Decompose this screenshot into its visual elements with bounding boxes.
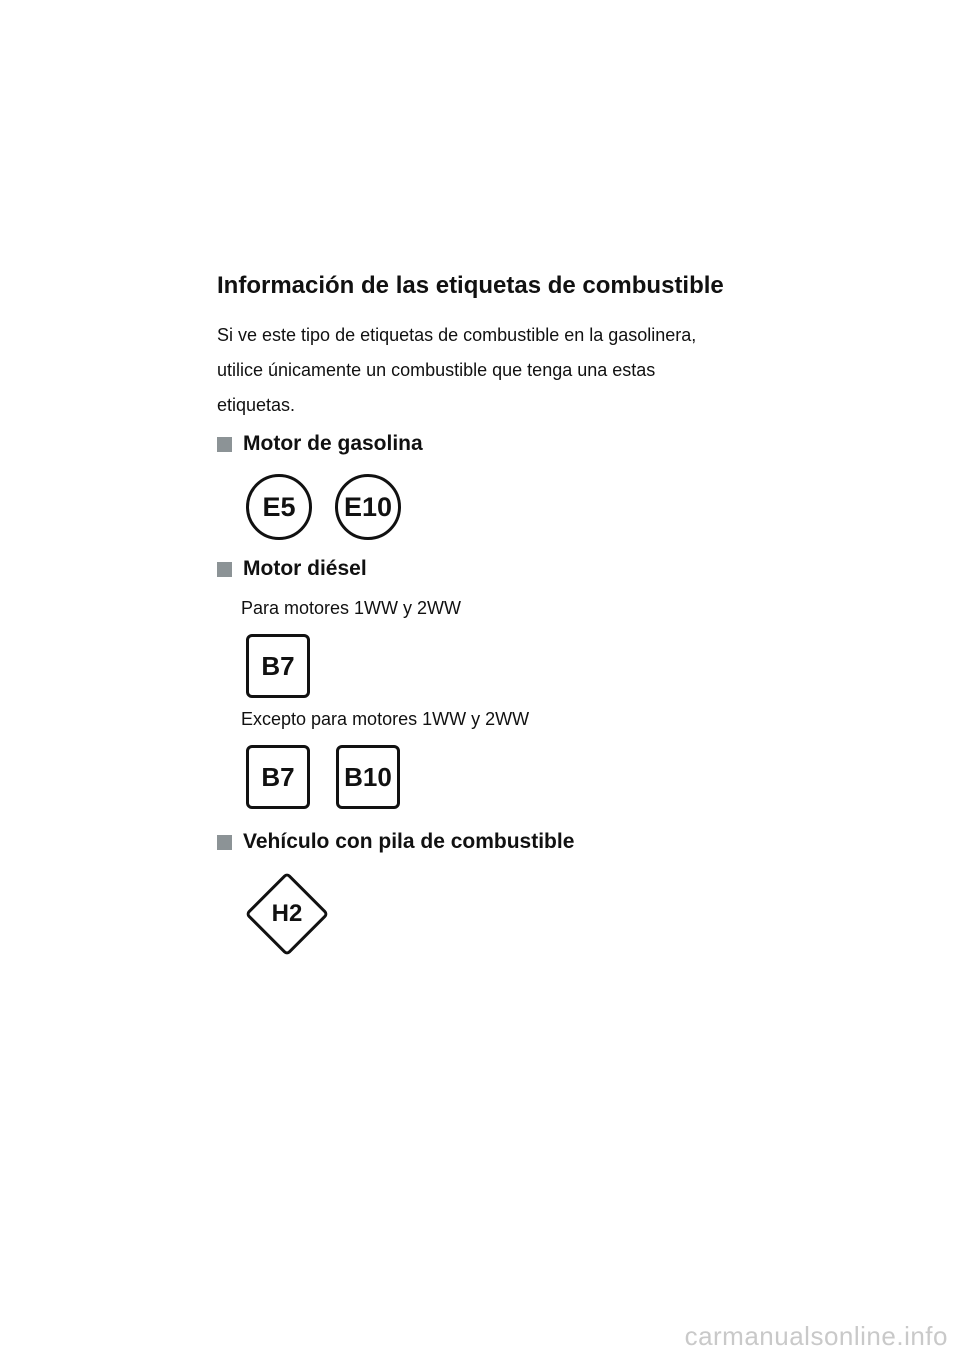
- intro-line: Si ve este tipo de etiquetas de combustible en la gasolinera,: [217, 325, 697, 345]
- diesel-heading-text: Motor diésel: [243, 557, 367, 580]
- fuel-label-b10: [336, 745, 400, 809]
- fuel-label-text: E5: [262, 491, 296, 522]
- gasoline-heading: [217, 432, 423, 456]
- fuel-label-e10: [335, 474, 401, 540]
- fuel-label-text: E10: [343, 491, 393, 522]
- fuel-cell-heading-text: Vehículo con pila de combustible: [243, 830, 575, 853]
- gasoline-heading-text: Motor de gasolina: [243, 432, 423, 455]
- diesel-note-1: Para motores 1WW y 2WW: [241, 598, 462, 618]
- square-bullet-icon: [217, 562, 232, 577]
- intro-line: utilice únicamente un combustible que tenga una estas: [217, 360, 656, 380]
- fuel-label-text: H2: [271, 900, 303, 927]
- fuel-label-text: B7: [261, 761, 295, 792]
- fuel-label-b7: [246, 745, 310, 809]
- diesel-heading: [217, 557, 367, 581]
- intro-line: etiquetas.: [217, 395, 296, 415]
- intro-paragraph: [217, 318, 777, 423]
- fuel-label-b7: [246, 634, 310, 698]
- watermark: carmanualsonline.info: [684, 1321, 948, 1351]
- page-title: Información de las etiquetas de combustible: [217, 272, 724, 299]
- fuel-cell-heading: [217, 830, 574, 854]
- square-bullet-icon: [217, 835, 232, 850]
- square-bullet-icon: [217, 437, 232, 452]
- fuel-label-h2: [243, 870, 331, 958]
- fuel-label-text: B10: [344, 761, 392, 792]
- diesel-note-2: Excepto para motores 1WW y 2WW: [241, 709, 530, 729]
- fuel-label-text: B7: [261, 650, 295, 681]
- fuel-label-e5: [246, 474, 312, 540]
